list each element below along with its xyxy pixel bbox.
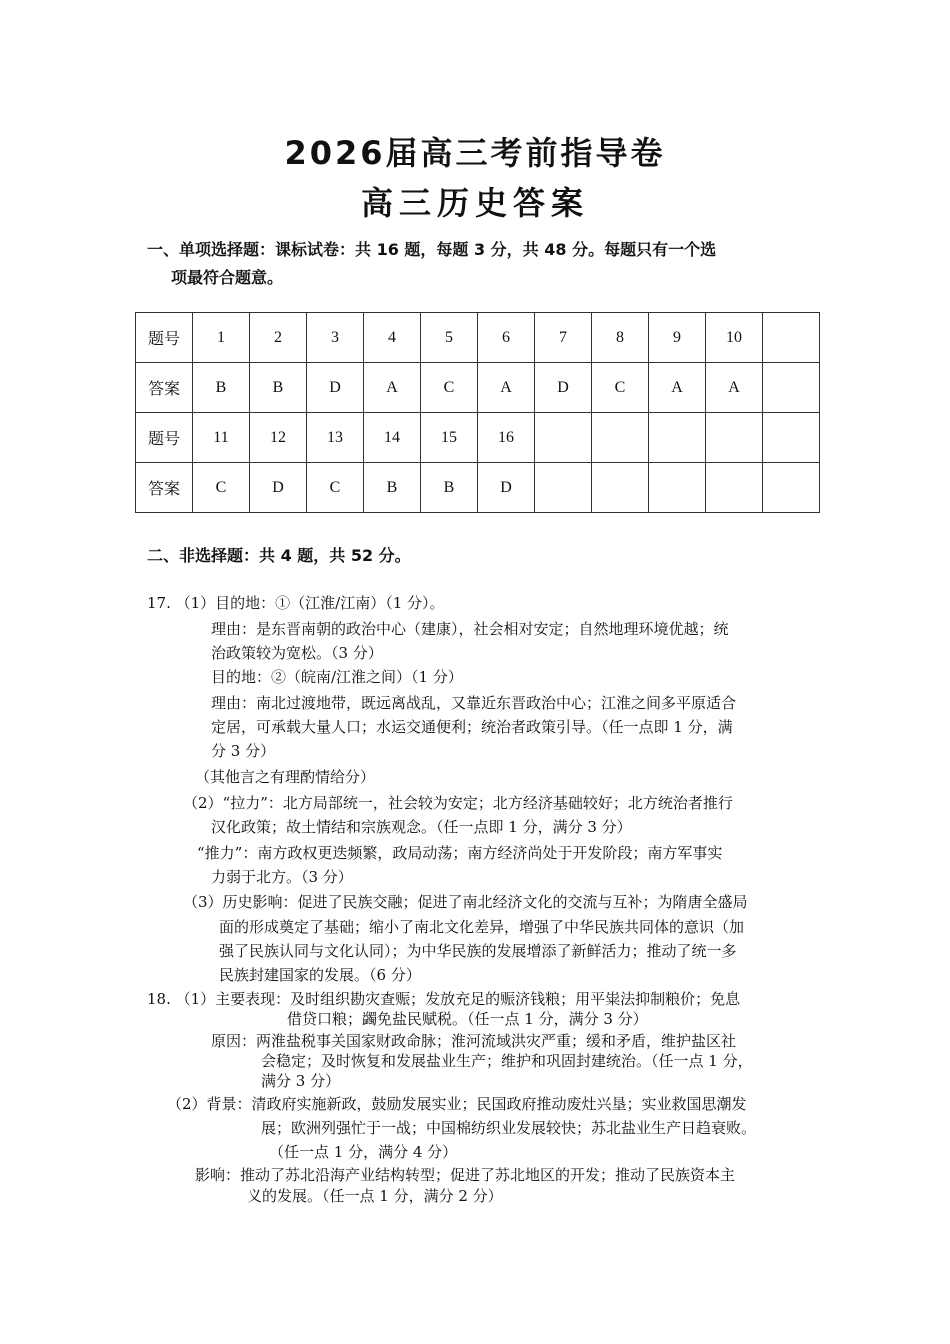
table-cell: D bbox=[535, 363, 592, 413]
answer-line: 义的发展。（任一点 1 分，满分 2 分） bbox=[247, 1187, 503, 1205]
table-cell: C bbox=[421, 363, 478, 413]
answer-line: （2）“拉力”：北方局部统一，社会较为安定；北方经济基础较好；北方统治者推行 bbox=[183, 794, 733, 812]
table-cell: A bbox=[706, 363, 763, 413]
section2-heading: 二、非选择题：共 4 题，共 52 分。 bbox=[147, 546, 411, 565]
table-cell bbox=[763, 313, 820, 363]
answer-line: （2）背景：清政府实施新政，鼓励发展实业；民国政府推动废灶兴垦；实业救国思潮发 bbox=[167, 1095, 747, 1113]
table-cell: D bbox=[307, 363, 364, 413]
answer-line: 会稳定；及时恢复和发展盐业生产；维护和巩固封建统治。（任一点 1 分， bbox=[261, 1052, 753, 1070]
table-cell: B bbox=[421, 463, 478, 513]
answer-line: （3）历史影响：促进了民族交融；促进了南北经济文化的交流与互补；为隋唐全盛局 bbox=[183, 893, 748, 911]
answer-line: 理由：是东晋南朝的政治中心（建康），社会相对安定；自然地理环境优越；统 bbox=[211, 620, 729, 638]
title-line-2: 高三历史答案 bbox=[360, 184, 589, 222]
answer-line: 原因：两淮盐税事关国家财政命脉；淮河流域洪灾严重；缓和矛盾，维护盐区社 bbox=[211, 1032, 737, 1050]
table-cell bbox=[706, 463, 763, 513]
table-cell bbox=[535, 463, 592, 513]
table-label: 答案 bbox=[136, 363, 193, 413]
title-line-1: 2026届高三考前指导卷 bbox=[284, 134, 666, 172]
answer-line: 展；欧洲列强忙于一战；中国棉纺织业发展较快；苏北盐业生产日趋衰败。 bbox=[261, 1119, 757, 1137]
table-row bbox=[136, 363, 820, 413]
answer-line: （任一点 1 分，满分 4 分） bbox=[269, 1143, 458, 1161]
table-cell: 11 bbox=[193, 413, 250, 463]
table-cell: 5 bbox=[421, 313, 478, 363]
answer-line: 民族封建国家的发展。（6 分） bbox=[219, 966, 421, 984]
table-cell bbox=[649, 413, 706, 463]
table-cell: 15 bbox=[421, 413, 478, 463]
table-cell: 2 bbox=[250, 313, 307, 363]
table-cell bbox=[763, 413, 820, 463]
table-cell: A bbox=[478, 363, 535, 413]
table-label: 题号 bbox=[136, 413, 193, 463]
table-cell: C bbox=[193, 463, 250, 513]
table-cell bbox=[763, 463, 820, 513]
table-cell bbox=[763, 363, 820, 413]
answer-line: 目的地：②（皖南/江淮之间）（1 分） bbox=[211, 668, 463, 686]
table-row bbox=[136, 463, 820, 513]
section1-heading-line2: 项最符合题意。 bbox=[171, 268, 284, 287]
table-cell: B bbox=[364, 463, 421, 513]
table-cell: 8 bbox=[592, 313, 649, 363]
table-cell: 6 bbox=[478, 313, 535, 363]
answer-line: 治政策较为宽松。（3 分） bbox=[211, 644, 383, 662]
table-cell: 14 bbox=[364, 413, 421, 463]
table-cell: B bbox=[193, 363, 250, 413]
table-label: 答案 bbox=[136, 463, 193, 513]
answer-line: 强了民族认同与文化认同）；为中华民族的发展增添了新鲜活力；推动了统一多 bbox=[219, 942, 737, 960]
answer-line: （其他言之有理酌情给分） bbox=[195, 768, 376, 786]
answer-table bbox=[135, 312, 820, 513]
answer-line: 理由：南北过渡地带，既远离战乱，又靠近东晋政治中心；江淮之间多平原适合 bbox=[211, 694, 737, 712]
answer-line: 面的形成奠定了基础；缩小了南北文化差异，增强了中华民族共同体的意识（加 bbox=[219, 918, 745, 936]
answer-line: 汉化政策；故土情结和宗族观念。（任一点即 1 分，满分 3 分） bbox=[211, 818, 632, 836]
answer-line: 借贷口粮；蠲免盐民赋税。（任一点 1 分，满分 3 分） bbox=[287, 1010, 648, 1028]
table-cell: 9 bbox=[649, 313, 706, 363]
table-cell bbox=[592, 413, 649, 463]
answer-line: 满分 3 分） bbox=[261, 1072, 341, 1090]
table-row bbox=[136, 413, 820, 463]
answer-line: 17. （1）目的地：①（江淮/江南）（1 分）。 bbox=[147, 594, 445, 612]
table-cell: A bbox=[649, 363, 706, 413]
table-cell bbox=[592, 463, 649, 513]
table-label: 题号 bbox=[136, 313, 193, 363]
table-cell bbox=[649, 463, 706, 513]
table-row bbox=[136, 313, 820, 363]
table-cell: 16 bbox=[478, 413, 535, 463]
table-cell: 1 bbox=[193, 313, 250, 363]
table-cell: 3 bbox=[307, 313, 364, 363]
table-cell: D bbox=[250, 463, 307, 513]
answer-line: 力弱于北方。（3 分） bbox=[211, 868, 353, 886]
table-cell: C bbox=[307, 463, 364, 513]
table-cell: B bbox=[250, 363, 307, 413]
answer-line: 分 3 分） bbox=[211, 742, 276, 760]
answer-line: 18. （1）主要表现：及时组织勘灾查赈；发放充足的赈济钱粮；用平粜法抑制粮价；免息 bbox=[147, 990, 741, 1008]
table-cell bbox=[535, 413, 592, 463]
table-cell: D bbox=[478, 463, 535, 513]
table-cell: 10 bbox=[706, 313, 763, 363]
table-cell: 13 bbox=[307, 413, 364, 463]
answer-line: 影响：推动了苏北沿海产业结构转型；促进了苏北地区的开发；推动了民族资本主 bbox=[195, 1166, 736, 1184]
table-cell bbox=[706, 413, 763, 463]
table-cell: 7 bbox=[535, 313, 592, 363]
table-cell: 4 bbox=[364, 313, 421, 363]
answer-line: 定居，可承载大量人口；水运交通便利；统治者政策引导。（任一点即 1 分，满 bbox=[211, 718, 733, 736]
table-cell: 12 bbox=[250, 413, 307, 463]
table-cell: C bbox=[592, 363, 649, 413]
table-cell: A bbox=[364, 363, 421, 413]
section1-heading-line1: 一、单项选择题：课标试卷：共 16 题，每题 3 分，共 48 分。每题只有一个选 bbox=[147, 240, 717, 259]
answer-line: “推力”：南方政权更迭频繁，政局动荡；南方经济尚处于开发阶段；南方军事实 bbox=[197, 844, 723, 862]
